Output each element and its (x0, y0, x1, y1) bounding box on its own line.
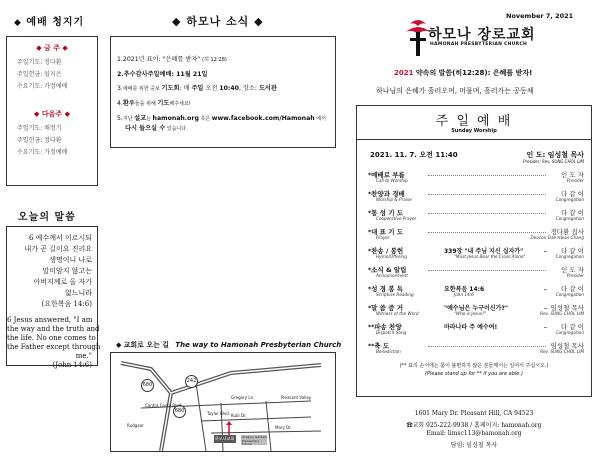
dot-leader (544, 308, 546, 309)
worship-item-person: 임성철 목사 (550, 342, 584, 350)
list-item: 주일기도: 정다환 (17, 59, 62, 66)
road-label: Contra Costa Blvd. (145, 403, 183, 408)
verse-section-title: 오늘의 말씀 (18, 212, 76, 223)
dot-leader (428, 175, 546, 176)
road-label: Taylor Blvd. (207, 411, 231, 416)
list-item: 주일헌금: 임지은 (17, 71, 62, 78)
hwy-680-marker-2: 680 (173, 405, 186, 418)
stand-marker: ** (368, 343, 375, 350)
diamond-icon: ◆ (172, 15, 182, 28)
worship-title-en: Sunday Worship (451, 128, 497, 134)
stand-marker: * (368, 267, 372, 274)
senior-pastor: 담임: 임성철 목사 (450, 442, 498, 449)
diamond-icon: ◆ (116, 341, 122, 349)
news-item: 다시 들으실 수 있습니다. (125, 125, 188, 132)
church-address: 1601 Mary Dr. Pleasant Hill, CA 94523 (414, 410, 534, 417)
dot-leader (428, 194, 546, 195)
worship-item-detail: 339장 "내 주님 지신 십자가" (444, 248, 524, 255)
worship-item-person-en: Presider (566, 178, 584, 183)
dot-leader (428, 232, 546, 233)
volunteer-section-title: ◆ 예배 청지기 (14, 17, 85, 28)
worship-item-person: 다 같 이 (561, 209, 584, 217)
dot-leader (428, 346, 546, 347)
next-week-list (7, 119, 97, 159)
verse-korean: 6 예수께서 이르시되 내가 곧 길이요 진리요 생명이니 나로 말미암지 않고는 아버지께로 올 자가 없느니라 (요한복음 14:6) (24, 234, 92, 308)
road-label: Kubi Dr. (231, 413, 247, 418)
volunteer-box (6, 36, 98, 186)
news-box (110, 36, 336, 148)
dot-leader (544, 251, 546, 252)
next-week-heading: ◆ 다음주 ◆ (34, 110, 70, 118)
worship-order-item (368, 284, 584, 300)
worship-item-person: 다 같 이 (561, 190, 584, 198)
news-item: 1.2021년 표어: "은혜를 받자" (히 12:28) (117, 56, 227, 63)
worship-item-label: 예배로 부름 (371, 171, 405, 179)
worship-item-label-en: Call to Worship (376, 178, 408, 183)
directions-title: ◆ 교회로 오는 길 The way to Hamonah Presbyterian Church (116, 341, 342, 349)
worship-item-label-en: Prayer (376, 235, 390, 240)
worship-datetime: 2021. 11. 7. 오전 11:40 (370, 151, 458, 159)
news-item: 4.환우들을 위해 기도해주세요! (117, 100, 191, 107)
news-section-title: ◆ 하모나 소식 ◆ (172, 15, 264, 28)
church-tagline: 하나님의 은혜가 흘러오며, 머물며, 흘러가는 공동체 (376, 87, 534, 95)
worship-item-label: 축 도 (374, 342, 390, 350)
hwy-242-marker: 242 (185, 375, 198, 388)
school-map-label: Gregory Gardens Elementary School (242, 435, 268, 446)
standing-note-ko: (** 표의 순서에는 몸이 불편하지 않은 분들께서는 일어서 주십시오.) (399, 363, 549, 369)
worship-item-label-en: Announcement (376, 273, 408, 278)
church-name-en: HAMONAH PRESBYTERIAN CHURCH (430, 42, 528, 47)
worship-item-person: 임성철 목사 (550, 304, 584, 312)
worship-item-label-en: Witness of the Word (376, 311, 419, 316)
church-email: Email: limsc113@hamonah.org (426, 430, 522, 437)
dot-leader (544, 289, 546, 290)
worship-item-person-en: Deacon Dae Hwan Chang (530, 235, 584, 240)
dot-leader (428, 270, 546, 271)
stand-marker: * (368, 248, 372, 255)
worship-item-person: 인 도 자 (561, 266, 584, 274)
list-item: 주일기도: 배정기 (17, 125, 62, 132)
standing-note-en: (Please stand up for ** if you are able.) (425, 371, 523, 377)
stand-marker: * (368, 286, 372, 293)
worship-item-label-en: Hymn/Offering (376, 254, 407, 259)
divider (356, 139, 592, 140)
worship-order-item (368, 170, 584, 186)
worship-order-item (368, 341, 584, 357)
verse-english: 6 Jesus answered, "I am the way and the truth and the life. No one comes to the Father except through me." (John 14:6) (7, 316, 101, 369)
dot-leader (544, 327, 546, 328)
worship-item-label: 소식 & 알림 (371, 266, 407, 274)
worship-item-label: 찬송 / 봉헌 (371, 247, 404, 255)
worship-leader: 인 도: 임성철 목사 (526, 151, 584, 159)
worship-title: 주 일 예 배 (435, 114, 513, 129)
stand-marker: * (368, 191, 372, 198)
worship-item-person-en: Congregation (555, 330, 584, 335)
road-label: Gregory Ln. (231, 395, 255, 400)
list-item: 수요기도: 가정예배 (17, 149, 68, 156)
worship-item-detail-en: "Who is Jesus?" (454, 311, 487, 316)
worship-item-person-en: Rev. SUNG CHOL LIM (540, 311, 584, 316)
worship-item-label: 성 경 봉 독 (371, 285, 404, 293)
diamond-icon: ◆ (254, 15, 264, 28)
worship-order-item (368, 322, 584, 338)
dot-leader (428, 213, 546, 214)
worship-item-detail: 마라나타 주 예수여! (444, 324, 498, 331)
worship-item-person: 다 같 이 (561, 323, 584, 331)
worship-order-item (368, 227, 584, 243)
road-label: Mary Dr. (275, 425, 292, 430)
worship-item-person-en: Congregation (555, 254, 584, 259)
worship-item-person: 인 도 자 (561, 171, 584, 179)
worship-item-label: 통 성 기 도 (371, 209, 404, 217)
news-item: 3.예배를 위한 중보 기도회: 매 주일 오전 10:40, 장소: 도서관 (117, 85, 277, 92)
church-name-ko: 하모나 장로교회 (428, 27, 536, 43)
church-phone: ☎교회 925-222-9938 / 홈페이지: hamonah.org (406, 422, 542, 429)
directions-map[interactable] (110, 352, 336, 452)
bulletin-date: November 7, 2021 (506, 12, 574, 20)
worship-item-person-en: Rev. SUNG CHOL LIM (540, 349, 584, 354)
worship-item-label: 대 표 기 도 (371, 228, 404, 236)
worship-order-item (368, 303, 584, 319)
worship-item-label: 파송 찬양 (374, 323, 402, 331)
worship-item-person-en: Congregation (555, 216, 584, 221)
stand-marker: * (368, 229, 372, 236)
worship-item-detail: "예수님은 누구이신가?" (444, 305, 508, 312)
worship-item-label-en: Worship & Praise (376, 197, 412, 202)
worship-item-detail: 요한복음 14:6 (444, 286, 485, 293)
this-week-heading: ◆ 금 주 ◆ (36, 44, 68, 52)
worship-item-person: 정다환 집사 (550, 228, 584, 236)
worship-item-person-en: Congregation (555, 292, 584, 297)
diamond-icon: ◆ (14, 18, 22, 28)
list-item: 주일헌금: 정다환 (17, 137, 62, 144)
worship-item-person-en: Presider (566, 273, 584, 278)
worship-item-label-en: Scripture Reading (376, 292, 414, 297)
worship-item-person: 다 같 이 (561, 285, 584, 293)
worship-order-item (368, 265, 584, 281)
news-item: 5.지난 설교는 hamonah.org 혹은 www.facebook.com/Hamonah 에서 (117, 115, 326, 122)
worship-item-detail-en: John 14:6 (454, 292, 474, 297)
yearly-motto: 2021 약속의 말씀(히12:28): 은혜를 받자! (394, 69, 533, 77)
verse-box (6, 226, 101, 369)
stand-marker: ** (368, 324, 375, 331)
worship-leader-en: Presider: Rev. SUNG CHOL LIM (523, 159, 584, 164)
worship-order-item (368, 246, 584, 262)
worship-order-item (368, 208, 584, 224)
stand-marker: * (368, 305, 372, 312)
worship-item-detail-en: "Must Jesus Bear the Cross Alone" (454, 254, 526, 259)
news-item: 2.추수감사주일예배: 11월 21일 (117, 71, 208, 78)
hwy-680-marker: 680 (141, 379, 154, 392)
worship-item-label: 찬양과 경배 (371, 190, 405, 198)
stand-marker: * (368, 172, 372, 179)
worship-item-person-en: Congregation (555, 197, 584, 202)
road-label: Pleasant Valley (281, 395, 312, 400)
this-week-list (7, 53, 97, 93)
worship-item-label: 말 씀 증 거 (371, 304, 404, 312)
church-map-label: 하모나교회 (215, 436, 235, 441)
worship-item-label-en: Benediction (376, 349, 401, 354)
worship-item-person: 다 같 이 (561, 247, 584, 255)
stand-marker: * (368, 210, 372, 217)
list-item: 수요기도: 가정예배 (17, 83, 68, 90)
worship-item-label-en: Cooperative Prayer (376, 216, 417, 221)
road-label: Rudgear (127, 423, 144, 428)
worship-order-item (368, 189, 584, 205)
worship-item-label-en: Dispatch Song (376, 330, 407, 335)
